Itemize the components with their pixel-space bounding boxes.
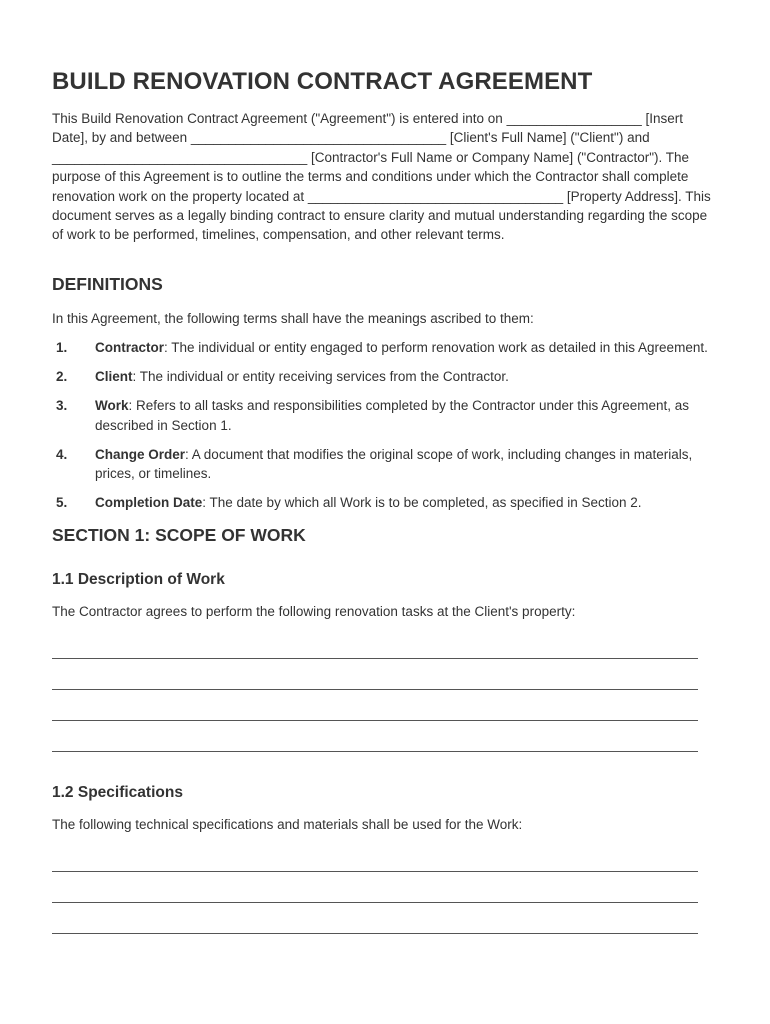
definition-body [95, 396, 732, 435]
blank-fill-line [52, 878, 698, 903]
blank-fill-line [52, 727, 698, 752]
definition-item [52, 367, 732, 387]
definition-term: Contractor [95, 339, 165, 355]
blank-fill-line [52, 849, 698, 872]
definition-item [52, 493, 732, 513]
definition-number: 4. [56, 446, 68, 462]
definition-term: Client [95, 368, 133, 384]
definition-body [95, 445, 732, 484]
definitions-lead: In this Agreement, the following terms shall have the meanings ascribed to them: [52, 310, 534, 326]
document-title: BUILD RENOVATION CONTRACT AGREEMENT [52, 68, 593, 95]
definition-body [95, 338, 732, 358]
description-of-work-heading: 1.1 Description of Work [52, 571, 225, 588]
definition-item [52, 445, 732, 484]
definition-number: 5. [56, 495, 68, 511]
definition-item [52, 338, 732, 358]
description-blank-lines [52, 636, 732, 752]
definition-term: Change Order [95, 446, 186, 462]
definition-number: 2. [56, 368, 68, 384]
definition-body [95, 367, 732, 387]
definition-number: 3. [56, 398, 68, 414]
definitions-list [52, 338, 732, 513]
definition-number: 1. [56, 339, 68, 355]
blank-fill-line [52, 636, 698, 659]
definitions-heading: DEFINITIONS [52, 273, 163, 294]
section1-heading: SECTION 1: SCOPE OF WORK [52, 525, 306, 545]
definition-text: : A document that modifies the original scope of work, including changes in materials, prices, or timelines. [95, 446, 693, 482]
specifications-heading: 1.2 Specifications [52, 784, 183, 801]
specifications-text: The following technical specifications and materials shall be used for the Work: [52, 817, 523, 832]
document-page [52, 68, 732, 940]
definition-item [52, 396, 732, 435]
description-of-work-text: The Contractor agrees to perform the following renovation tasks at the Client's property: [52, 604, 576, 619]
definition-term: Work [95, 398, 129, 414]
definition-text: : The individual or entity receiving services from the Contractor. [132, 368, 509, 384]
blank-fill-line [52, 665, 698, 690]
definition-body [95, 493, 732, 513]
blank-fill-line [52, 696, 698, 721]
definition-text: : Refers to all tasks and responsibilities completed by the Contractor under this Agreement, as described in Section 1. [95, 398, 690, 433]
intro-paragraph: This Build Renovation Contract Agreement ("Agreement") is entered into on __________________ [Insert Date], by and between __________________________________ [Client's Full Name] ("Client") and __________________________________ [Contractor's Full Name or Company Name] ("Contractor"). The purpose of this Agreement is to outline the terms and conditions under which the Contractor shall complete renovation work on the property located at __________________________________ [Property Address]. This document serves as a legally binding contract to ensure clarity and mutual understanding regarding the scope of work to be performed, timelines, compensation, and other relevant terms. [52, 111, 711, 243]
blank-fill-line [52, 909, 698, 934]
definition-term: Completion Date [95, 495, 203, 511]
definition-text: : The individual or entity engaged to perform renovation work as detailed in this Agreement. [164, 339, 708, 355]
definition-text: : The date by which all Work is to be completed, as specified in Section 2. [202, 495, 642, 511]
specifications-blank-lines [52, 849, 732, 934]
